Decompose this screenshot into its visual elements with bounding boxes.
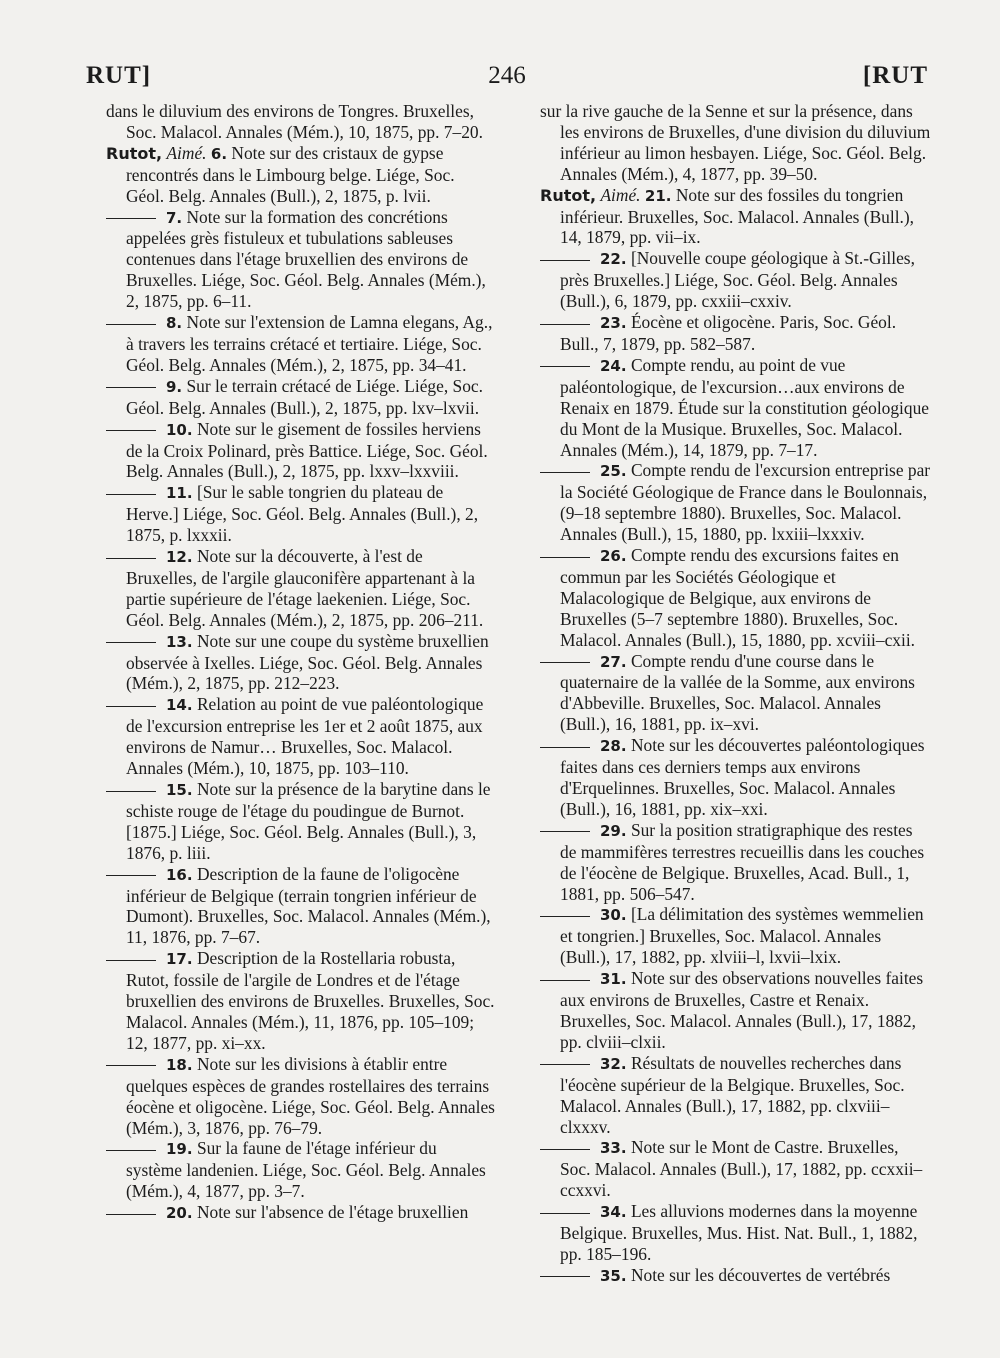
ditto-rule	[540, 1149, 590, 1150]
author-firstname: Aimé.	[600, 184, 641, 205]
ditto-rule	[540, 980, 590, 981]
author-name: Rutot,	[106, 143, 163, 163]
entry-text: Description de la faune de l'oligocène inférieur de Belgique (terrain tongrien inférieur de Dumont). Bruxelles, Soc. Malacol. Annales (Mém.), 11, 1876, pp. 7–67.	[126, 863, 491, 948]
entry-number: 28.	[600, 737, 627, 756]
entry-number: 34.	[600, 1203, 627, 1222]
entry-text: Note sur des cristaux de gypse rencontrés dans le Limbourg belge. Liége, Soc. Géol. Belg. Annales (Bull.), 2, 1875, p. lvii.	[126, 142, 455, 206]
bibliography-entry	[106, 546, 496, 631]
ditto-rule	[106, 642, 156, 643]
ditto-rule	[540, 1064, 590, 1065]
ditto-rule	[540, 1276, 590, 1277]
entry-text: Description de la Rostellaria robusta, Rutot, fossile de l'argile de Londres et de l'étage bruxellien des environs de Bruxelles. Bruxelles, Soc. Malacol. Annales (Mém.), 11, 1876, pp. 105–109; 12, 1877, pp. xi–xx.	[126, 948, 495, 1053]
entry-number: 13.	[166, 632, 193, 651]
entry-text: Sur la position stratigraphique des restes de mammifères terrestres recueillis dans les couches de l'éocène de Belgique. Bruxelles, Acad. Bull., 1, 1881, pp. 506–547.	[560, 819, 925, 904]
ditto-rule	[540, 747, 590, 748]
entry-text: Note sur la présence de la barytine dans le schiste rouge de l'étage du poudingue de Burnot. [1875.] Liége, Soc. Géol. Belg. Annales (Bull.), 3, 1876, p. liii.	[126, 779, 491, 863]
ditto-rule	[106, 791, 156, 792]
bibliography-entry	[540, 185, 932, 249]
entry-text: Sur la faune de l'étage inférieur du système landenien. Liége, Soc. Géol. Belg. Annales (Mém.), 4, 1877, pp. 3–7.	[126, 1138, 486, 1202]
entry-text: Note sur l'extension de Lamna elegans, Ag., à travers les terrains crétacé et tertiaire. Liége, Soc. Géol. Belg. Annales (Mém.), 2, 1875, pp. 34–41.	[126, 312, 493, 375]
bibliography-entry	[106, 779, 496, 864]
ditto-rule	[106, 430, 156, 431]
ditto-rule	[106, 324, 156, 325]
bibliography-entry	[540, 968, 932, 1053]
bibliography-entry	[106, 948, 496, 1054]
entry-number: 26.	[600, 547, 627, 566]
entry-number: 23.	[600, 314, 627, 333]
bibliography-entry	[106, 312, 496, 376]
bibliography-entry	[106, 1138, 496, 1202]
entry-number: 27.	[600, 652, 627, 671]
entry-number: 18.	[166, 1055, 193, 1074]
bibliography-entry	[106, 631, 496, 695]
entry-text: Note sur les découvertes de vertébrés	[630, 1264, 891, 1285]
ditto-rule	[106, 1065, 156, 1066]
entry-number: 8.	[166, 314, 183, 333]
entry-text: [Nouvelle coupe géologique à St.-Gilles, près Bruxelles.] Liége, Soc. Géol. Belg. Annales (Bull.), 6, 1879, pp. cxxiii–cxxiv.	[560, 248, 915, 312]
ditto-rule	[540, 831, 590, 832]
bibliography-entry	[106, 694, 496, 779]
page-header	[86, 62, 928, 96]
entry-number: 15.	[166, 781, 193, 799]
bibliography-entry	[106, 101, 496, 143]
ditto-rule	[540, 260, 590, 261]
ditto-rule	[106, 387, 156, 388]
entry-text: Note sur l'absence de l'étage bruxellien	[196, 1202, 469, 1223]
author-name: Rutot,	[540, 185, 597, 205]
entry-text: [La délimitation des systèmes wemmelien et tongrien.] Bruxelles, Soc. Malacol. Annales (Bull.), 17, 1882, pp. xlviii–l, lxvii–lxix.	[560, 904, 924, 968]
entry-number: 32.	[600, 1054, 627, 1073]
entry-text: Note sur les découvertes paléontologiques faites dans ces derniers temps aux environs d'Erquelinnes. Bruxelles, Soc. Malacol. Annales (Bull.), 16, 1881, pp. xix–xxi.	[560, 735, 925, 819]
entry-number: 9.	[166, 377, 183, 396]
ditto-rule	[106, 875, 156, 876]
entry-text: sur la rive gauche de la Senne et sur la présence, dans les environs de Bruxelles, d'une division du diluvium inférieur au limon hesbayen. Liége, Soc. Géol. Belg. Annales (Mém.), 4, 1877, pp. 39–50.	[540, 101, 931, 184]
entry-number: 11.	[166, 484, 193, 503]
bibliography-entry	[540, 1201, 932, 1265]
entry-number: 7.	[166, 208, 183, 227]
entry-number: 25.	[600, 462, 627, 481]
entry-text: [Sur le sable tongrien du plateau de Herve.] Liége, Soc. Géol. Belg. Annales (Bull.), 2, 1875, p. lxxxii.	[126, 482, 479, 546]
entry-text: dans le diluvium des environs de Tongres. Bruxelles, Soc. Malacol. Annales (Mém.), 10, 1875, pp. 7–20.	[106, 101, 483, 142]
entry-text: Note sur des fossiles du tongrien inférieur. Bruxelles, Soc. Malacol. Annales (Bull.), 14, 1879, pp. vii–ix.	[560, 184, 915, 248]
entry-text: Résultats de nouvelles recherches dans l'éocène supérieur de la Belgique. Bruxelles, Soc. Malacol. Annales (Bull.), 17, 1882, pp. clxviii–clxxxv.	[560, 1052, 905, 1137]
entry-number: 20.	[166, 1204, 193, 1223]
bibliography-entry	[540, 820, 932, 905]
entry-number: 17.	[166, 950, 193, 969]
entry-text: Compte rendu d'une course dans le quaternaire de la vallée de la Somme, aux environs d'Abbeville. Bruxelles, Soc. Malacol. Annales (Bull.), 16, 1881, pp. ix–xvi.	[560, 650, 915, 735]
bibliography-entry	[540, 1137, 932, 1201]
bibliography-entry	[106, 1202, 496, 1224]
bibliography-entry	[540, 1265, 932, 1287]
entry-number: 24.	[600, 356, 627, 375]
entry-number: 22.	[600, 250, 627, 269]
bibliography-entry	[540, 460, 932, 545]
entry-number: 31.	[600, 970, 627, 989]
ditto-rule	[106, 1214, 156, 1215]
entry-number: 35.	[600, 1266, 627, 1285]
bibliography-entry	[540, 651, 932, 736]
entry-number: 6.	[210, 144, 228, 163]
ditto-rule	[540, 916, 590, 917]
bibliography-entry	[106, 1054, 496, 1139]
running-head-right: [RUT	[862, 62, 928, 89]
bibliography-entry	[540, 735, 932, 820]
ditto-rule	[540, 366, 590, 367]
entry-text: Compte rendu des excursions faites en commun par les Sociétés Géologique et Malacologique de Belgique, aux environs de Bruxelles (5–7 septembre 1880). Bruxelles, Soc. Malacol. Annales (Bull.), 15, 1880, pp. xcviii–cxii.	[560, 545, 916, 650]
ditto-rule	[540, 324, 590, 325]
entry-text: Note sur le gisement de fossiles herviens de la Croix Polinard, près Battice. Liége, Soc. Géol. Belg. Annales (Bull.), 2, 1875, pp. lxxv–lxxviii.	[126, 418, 488, 482]
entry-number: 19.	[166, 1140, 193, 1159]
bibliography-entry	[106, 482, 496, 546]
entry-number: 21.	[644, 186, 672, 205]
entry-number: 10.	[166, 420, 193, 439]
ditto-rule	[106, 706, 156, 707]
entry-text: Relation au point de vue paléontologique de l'excursion entreprise les 1er et 2 août 1875, aux environs de Namur… Bruxelles, Soc. Malacol. Annales (Mém.), 10, 1875, pp. 103–110.	[126, 694, 484, 779]
bibliography-entry	[106, 864, 496, 949]
entry-text: Note sur la formation des concrétions appelées grès fistuleux et tubulations sableuses contenues dans l'étage bruxellien des environs de Bruxelles. Liége, Soc. Géol. Belg. Annales (Mém.), 2, 1875, pp. 6–11.	[126, 206, 486, 312]
entry-text: Note sur les divisions à établir entre quelques espèces de grandes rostellaires des terrains éocène et oligocène. Liége, Soc. Géol. Belg. Annales (Mém.), 3, 1876, pp. 76–79.	[126, 1053, 495, 1138]
entry-text: Les alluvions modernes dans la moyenne Belgique. Bruxelles, Mus. Hist. Nat. Bull., 1, 1882, pp. 185–196.	[560, 1201, 918, 1264]
bibliography-entry	[540, 312, 932, 355]
left-column	[106, 101, 496, 1224]
entry-text: Note sur une coupe du système bruxellien observée à Ixelles. Liége, Soc. Géol. Belg. Annales (Mém.), 2, 1875, pp. 212–223.	[126, 630, 489, 694]
ditto-rule	[540, 472, 590, 473]
bibliography-entry	[540, 545, 932, 651]
ditto-rule	[106, 218, 156, 219]
bibliography-entry	[106, 207, 496, 313]
entry-text: Note sur le Mont de Castre. Bruxelles, Soc. Malacol. Annales (Bull.), 17, 1882, pp. ccxxii–ccxxvi.	[560, 1137, 923, 1201]
bibliography-entry	[106, 143, 496, 207]
entry-text: Compte rendu de l'excursion entreprise par la Société Géologique de France dans le Boulonnais, (9–18 septembre 1880). Bruxelles, Soc. Malacol. Annales (Bull.), 15, 1880, pp. lxxiii–lxxxiv.	[560, 460, 931, 545]
entry-text: Note sur des observations nouvelles faites aux environs de Bruxelles, Castre et Renaix. Bruxelles, Soc. Malacol. Annales (Bull.), 17, 1882, pp. clviii–clxii.	[560, 968, 924, 1052]
ditto-rule	[106, 1150, 156, 1151]
ditto-rule	[106, 558, 156, 559]
bibliography-entry	[540, 355, 932, 461]
entry-number: 29.	[600, 821, 627, 840]
entry-number: 14.	[166, 696, 193, 715]
entry-text: Note sur la découverte, à l'est de Bruxelles, de l'argile glauconifère appartenant à la partie supérieure de l'étage laekenien. Liége, Soc. Géol. Belg. Annales (Mém.), 2, 1875, pp. 206–211.	[126, 546, 484, 630]
ditto-rule	[540, 1213, 590, 1214]
entry-number: 33.	[600, 1139, 627, 1158]
bibliography-entry	[540, 904, 932, 968]
entry-number: 16.	[166, 865, 193, 884]
entry-text: Éocène et oligocène. Paris, Soc. Géol. Bull., 7, 1879, pp. 582–587.	[560, 312, 897, 354]
entry-text: Sur le terrain crétacé de Liége. Liége, Soc. Géol. Belg. Annales (Bull.), 2, 1875, pp. lxv–lxvii.	[126, 375, 483, 418]
ditto-rule	[540, 557, 590, 558]
entry-number: 30.	[600, 906, 627, 925]
bibliography-entry	[540, 1053, 932, 1138]
bibliography-entry	[540, 248, 932, 312]
ditto-rule	[106, 960, 156, 961]
bibliography-entry	[540, 101, 932, 185]
running-head-left: RUT]	[86, 62, 152, 89]
ditto-rule	[106, 494, 156, 495]
entry-number: 12.	[166, 548, 193, 567]
right-column	[540, 101, 932, 1287]
entry-text: Compte rendu, au point de vue paléontologique, de l'excursion…aux environs de Renaix en 1879. Étude sur la constitution géologique du Mont de la Musique. Bruxelles, Soc. Malacol. Annales (Mém.), 14, 1879, pp. 7–17.	[560, 354, 929, 460]
page-number: 246	[488, 62, 526, 89]
ditto-rule	[540, 662, 590, 663]
bibliography-entry	[106, 419, 496, 483]
bibliography-entry	[106, 376, 496, 419]
author-firstname: Aimé.	[166, 142, 207, 163]
